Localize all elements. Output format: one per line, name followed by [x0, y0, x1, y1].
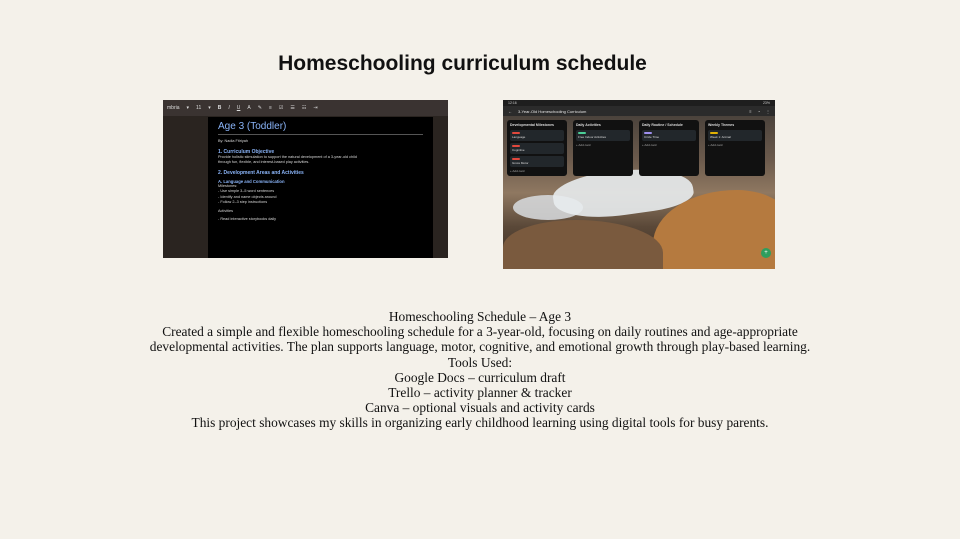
doc-text: - Use simple 3–5 word sentences: [218, 189, 275, 193]
add-card-button[interactable]: + Add card: [576, 143, 591, 147]
list-title: Developmental Milestones: [510, 123, 554, 127]
trello-card[interactable]: [510, 156, 564, 167]
card-title: Circle Time: [644, 135, 660, 139]
description-paragraph: Created a simple and flexible homeschooling schedule for a 3-year-old, focusing on daily routines and age-appropriate developmental activities. The plan supports language, motor, cognitive, and emotional growth through play-based learning.: [149, 324, 811, 355]
add-card-button[interactable]: + Add card: [708, 143, 723, 147]
card-label: [512, 158, 520, 160]
board-title: 3-Year-Old Homeschooling Curriculum: [518, 108, 587, 114]
battery-level: 23%: [762, 101, 770, 105]
doc-text: Activities: [218, 208, 233, 213]
card-label: [512, 145, 520, 147]
font-size-select[interactable]: 11: [196, 105, 202, 111]
add-fab-button[interactable]: +: [761, 248, 771, 258]
bullet-list-icon[interactable]: ☰: [290, 105, 295, 111]
trello-card[interactable]: [510, 130, 564, 141]
doc-heading: Age 3 (Toddler): [218, 121, 423, 135]
underline-button[interactable]: U: [236, 105, 241, 111]
tools-label: Tools Used:: [447, 354, 513, 370]
card-label: [710, 132, 718, 134]
doc-section-title: 1. Curriculum Objective: [218, 148, 275, 155]
card-title: Language: [512, 135, 526, 139]
card-label: [512, 132, 520, 134]
document-page[interactable]: [208, 117, 433, 258]
tool-item: Canva – optional visuals and activity cards: [365, 400, 595, 416]
bell-icon[interactable]: ◔: [757, 108, 760, 114]
italic-button[interactable]: I: [228, 105, 230, 111]
doc-text: Provide holistic stimulation to support the natural development of a 3-year-old child: [218, 154, 357, 159]
docs-screenshot: [163, 100, 448, 258]
doc-text: through fun, flexible, and interest-based play activities.: [218, 160, 310, 164]
status-time: 12:16: [508, 101, 517, 105]
docs-toolbar: [163, 100, 448, 116]
more-icon[interactable]: ⋮: [766, 108, 770, 114]
doc-text: - Identify and name objects around: [218, 194, 277, 199]
doc-text: Milestones:: [218, 183, 238, 188]
tool-item: Trello – activity planner & tracker: [388, 385, 572, 401]
card-title: Gross Motor: [512, 161, 529, 165]
card-title: Cognitive: [512, 148, 525, 152]
trello-screenshot: [503, 100, 775, 269]
text-color-icon[interactable]: A: [247, 105, 251, 111]
trello-list[interactable]: [639, 120, 699, 176]
list-title: Daily Routine / Schedule: [642, 123, 683, 127]
card-title: Week 1: Animal: [710, 135, 731, 139]
numbered-list-icon[interactable]: ☷: [301, 105, 307, 111]
font-select[interactable]: mbria: [167, 105, 180, 111]
list-title: Daily Activities: [576, 123, 601, 127]
list-title: Weekly Themes: [708, 123, 735, 127]
trello-card[interactable]: [510, 143, 564, 154]
add-card-button[interactable]: + Add card: [642, 143, 657, 147]
align-icon[interactable]: ≡: [268, 105, 272, 111]
card-label: [578, 132, 586, 134]
board-header: [503, 106, 775, 116]
card-title: Free Indoor Activities: [578, 135, 607, 139]
trello-card[interactable]: [708, 130, 762, 141]
chevron-down-icon: ▾: [208, 105, 211, 111]
chevron-down-icon: ▾: [186, 105, 190, 111]
doc-section-title: 2. Development Areas and Activities: [218, 169, 304, 176]
trello-list[interactable]: [705, 120, 765, 176]
doc-text: - Follow 2–3 step instructions: [218, 200, 268, 204]
tool-item: Google Docs – curriculum draft: [394, 369, 566, 385]
doc-text: - Read interactive storybooks daily: [218, 217, 277, 221]
filter-icon[interactable]: ≡: [749, 108, 752, 114]
doc-byline: By: Nadia Fitriyah: [218, 139, 248, 143]
page-title: Homeschooling curriculum schedule: [278, 52, 647, 75]
closing-text: This project showcases my skills in organizing early childhood learning using digital tools for busy parents.: [191, 415, 769, 431]
bold-button[interactable]: B: [217, 105, 222, 111]
description: [140, 309, 820, 431]
highlight-icon[interactable]: ✎: [257, 105, 262, 111]
indent-icon[interactable]: ⇥: [313, 105, 318, 111]
description-heading: Homeschooling Schedule – Age 3: [388, 309, 572, 324]
trello-card[interactable]: [576, 130, 630, 141]
doc-subsection-title: A. Language and Communication: [218, 178, 285, 184]
trello-card[interactable]: [642, 130, 696, 141]
trello-list[interactable]: [573, 120, 633, 176]
board-lists: [507, 120, 765, 176]
background-image: [503, 220, 663, 269]
back-arrow-icon[interactable]: ←: [508, 108, 512, 114]
card-label: [644, 132, 652, 134]
checklist-icon[interactable]: ☑: [278, 105, 284, 111]
add-card-button[interactable]: + Add card: [510, 169, 525, 173]
trello-list[interactable]: [507, 120, 567, 176]
